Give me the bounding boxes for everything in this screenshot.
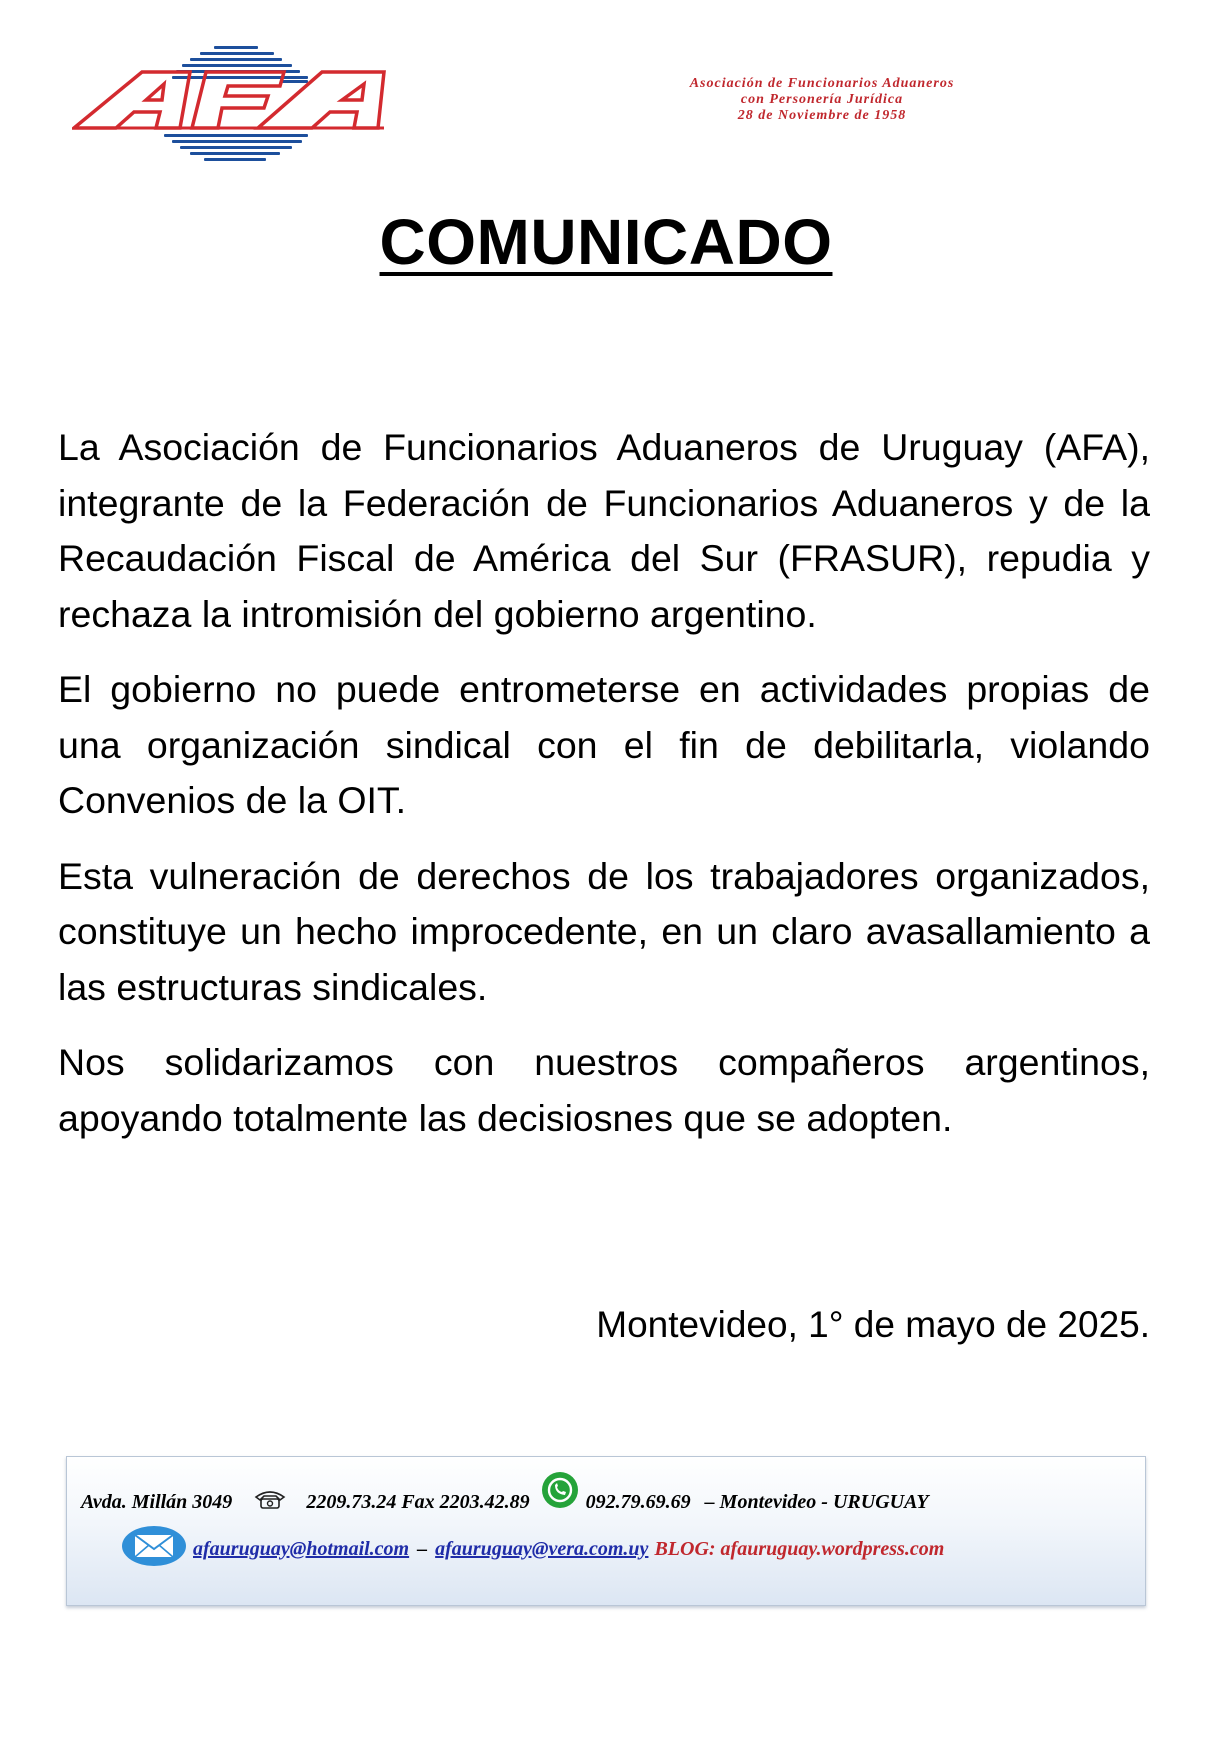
phone-fax: 2209.73.24 Fax 2203.42.89 bbox=[306, 1490, 530, 1513]
organization-header bbox=[592, 76, 1052, 124]
document-title: COMUNICADO bbox=[379, 206, 833, 278]
email-icon bbox=[121, 1525, 187, 1573]
paragraph: Esta vulneración de derechos de los trabajadores organizados, constituye un hecho improcedente, en un claro avasallamiento a las estructuras sindicales. bbox=[58, 854, 1150, 1008]
email-link-vera[interactable]: afauruguay@vera.com.uy bbox=[435, 1537, 649, 1560]
separator: – bbox=[417, 1537, 428, 1560]
paragraph: El gobierno no puede entrometerse en actividades propias de una organización sindical con el fin de debilitarla, violando Convenios de la OIT. bbox=[58, 668, 1150, 821]
org-line-name: Asociación de Funcionarios Aduaneros bbox=[689, 76, 955, 91]
contact-footer bbox=[66, 1456, 1146, 1606]
location: – Montevideo - URUGUAY bbox=[704, 1490, 929, 1513]
afa-logo bbox=[72, 40, 432, 165]
whatsapp-icon bbox=[540, 1470, 580, 1516]
place-date: Montevideo, 1° de mayo de 2025. bbox=[596, 1304, 1150, 1345]
whatsapp-number: 092.79.69.69 bbox=[585, 1490, 691, 1513]
address: Avda. Millán 3049 bbox=[81, 1490, 233, 1513]
org-line-date: 28 de Noviembre de 1958 bbox=[737, 108, 907, 123]
email-link-hotmail[interactable]: afauruguay@hotmail.com bbox=[193, 1537, 410, 1560]
org-line-legal: con Personería Jurídica bbox=[740, 92, 904, 107]
blog-link[interactable]: BLOG: afauruguay.wordpress.com bbox=[654, 1537, 945, 1560]
telephone-icon bbox=[252, 1487, 288, 1517]
paragraph: Nos solidarizamos con nuestros compañeros argentinos, apoyando totalmente las decisiosnes que se adopten. bbox=[58, 1041, 1150, 1139]
paragraph: La Asociación de Funcionarios Aduaneros de Uruguay (AFA), integrante de la Federación de Funcionarios Aduaneros y de la Recaudación Fiscal de América del Sur (FRASUR), repudia y rechaza la intromisión del gobierno argentino. bbox=[58, 426, 1150, 635]
document-body bbox=[58, 420, 1150, 1166]
